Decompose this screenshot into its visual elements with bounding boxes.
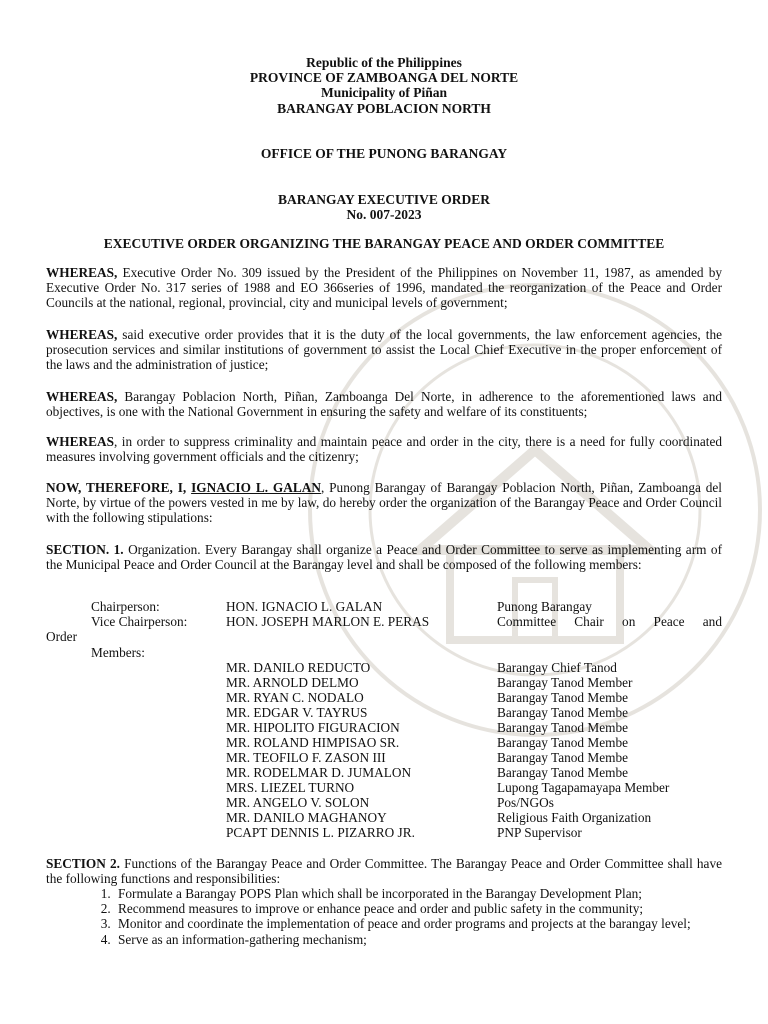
vice-chair-name: HON. JOSEPH MARLON E. PERAS <box>226 614 430 629</box>
members-label: Members: <box>91 645 145 660</box>
letterhead <box>0 55 768 116</box>
member-name: MR. ANGELO V. SOLON <box>226 795 370 810</box>
function-item: 3. Monitor and coordinate the implementation of peace and order programs and projects at the barangay level; <box>114 916 742 931</box>
letterhead-barangay: BARANGAY POBLACION NORTH <box>277 100 491 116</box>
letterhead-province: PROVINCE OF ZAMBOANGA DEL NORTE <box>249 70 519 86</box>
member-name: PCAPT DENNIS L. PIZARRO JR. <box>226 825 415 840</box>
punong-barangay-name: IGNACIO L. GALAN <box>191 480 321 495</box>
member-position: Barangay Tanod Membe <box>497 690 629 705</box>
member-name: MR. ROLAND HIMPISAO SR. <box>226 735 400 750</box>
vice-chair-position-wrap: Order <box>46 629 78 644</box>
now-therefore-clause <box>46 480 722 526</box>
member-position: PNP Supervisor <box>497 825 582 840</box>
whereas-text: Executive Order No. 309 issued by the President of the Philippines on November 11, 1987, as amended by Executive Order No. 317 series of 1988 and EO 366series of 1996, mandated the reorganization of the Peace and Order Councils at the national, regional, provincial, city and municipal levels of government; <box>46 265 722 311</box>
function-item: 4. Serve as an information-gathering mechanism; <box>114 932 742 947</box>
office-title: OFFICE OF THE PUNONG BARANGAY <box>260 146 508 161</box>
member-name: MRS. LIEZEL TURNO <box>226 780 355 795</box>
vice-chair-position-word: on <box>622 614 636 629</box>
member-name: MR. EDGAR V. TAYRUS <box>226 705 368 720</box>
order-title-block <box>0 192 768 222</box>
vice-chair-position-word: and <box>702 614 722 629</box>
whereas-lead: WHEREAS <box>46 434 114 449</box>
member-name: MR. RYAN C. NODALO <box>226 690 364 705</box>
whereas-clause-2 <box>46 327 722 373</box>
chair-role: Chairperson: <box>91 599 160 614</box>
order-number: No. 007-2023 <box>346 207 422 223</box>
vice-chair-role: Vice Chairperson: <box>91 614 188 629</box>
whereas-text: , in order to suppress criminality and maintain peace and order in the city, there is a need for fully coordinated measures involving government officials and the citizenry; <box>46 434 722 465</box>
vice-chair-position-word: Chair <box>574 614 604 629</box>
member-name: MR. HIPOLITO FIGURACION <box>226 720 400 735</box>
vice-chair-position <box>497 614 722 629</box>
section-1 <box>46 542 722 572</box>
member-name: MR. ARNOLD DELMO <box>226 675 359 690</box>
whereas-clause-1 <box>46 265 722 311</box>
whereas-text: said executive order provides that it is the duty of the local governments, the law enforcement agencies, the prosecution services and similar institutions of government to assist the Local Chief Executive in the proper enforcement of the laws and the administration of justice; <box>46 327 722 373</box>
member-name: MR. TEOFILO F. ZASON III <box>226 750 386 765</box>
vice-chair-position-word: Peace <box>653 614 685 629</box>
order-heading: EXECUTIVE ORDER ORGANIZING THE BARANGAY PEACE AND ORDER COMMITTEE <box>103 236 665 251</box>
member-position: Barangay Tanod Membe <box>497 735 629 750</box>
chair-position: Punong Barangay <box>497 599 592 614</box>
whereas-lead: WHEREAS, <box>46 389 118 404</box>
section-2 <box>46 856 722 886</box>
letterhead-municipality: Municipality of Piñan <box>320 85 447 101</box>
whereas-lead: WHEREAS, <box>46 327 118 342</box>
member-position: Barangay Tanod Membe <box>497 750 629 765</box>
vice-chair-position-word: Committee <box>497 614 557 629</box>
member-name: MR. DANILO MAGHANOY <box>226 810 387 825</box>
functions-list <box>94 886 742 947</box>
now-therefore-lead: NOW, THEREFORE, I, <box>46 480 187 495</box>
now-therefore-text: , Punong Barangay of Barangay Poblacion North, Piñan, Zamboanga del Norte, by virtue of the powers vested in me by law, do hereby order the organization of the Barangay Peace and Order Council with the following stipulations: <box>46 480 722 526</box>
member-name: MR. RODELMAR D. JUMALON <box>226 765 412 780</box>
member-position: Barangay Chief Tanod <box>497 660 617 675</box>
member-position: Barangay Tanod Membe <box>497 720 629 735</box>
section-2-text: Functions of the Barangay Peace and Order Committee. The Barangay Peace and Order Committee shall have the following functions and responsibilities: <box>46 856 722 887</box>
member-position: Religious Faith Organization <box>497 810 652 825</box>
order-title: BARANGAY EXECUTIVE ORDER <box>277 192 491 207</box>
member-position: Lupong Tagapamayapa Member <box>497 780 670 795</box>
whereas-lead: WHEREAS, <box>46 265 118 280</box>
whereas-clause-4 <box>46 434 722 464</box>
member-position: Barangay Tanod Membe <box>497 765 629 780</box>
section-1-text: Organization. Every Barangay shall organize a Peace and Order Committee to serve as implementing arm of the Municipal Peace and Order Council at the Barangay level and shall be composed of the following members: <box>46 542 722 573</box>
whereas-text: Barangay Poblacion North, Piñan, Zamboanga Del Norte, in adherence to the aforementioned laws and objectives, is one with the National Government in ensuring the safety and welfare of its constituents; <box>46 389 722 420</box>
member-position: Barangay Tanod Member <box>497 675 633 690</box>
section-1-lead: SECTION. 1. <box>46 542 124 557</box>
chair-name: HON. IGNACIO L. GALAN <box>226 599 383 614</box>
whereas-clause-3 <box>46 389 722 419</box>
member-name: MR. DANILO REDUCTO <box>226 660 371 675</box>
letterhead-country: Republic of the Philippines <box>306 55 462 70</box>
function-item: 2. Recommend measures to improve or enhance peace and order and public safety in the community; <box>114 901 742 916</box>
section-2-lead: SECTION 2. <box>46 856 120 871</box>
function-item: 1. Formulate a Barangay POPS Plan which shall be incorporated in the Barangay Development Plan; <box>114 886 742 901</box>
member-position: Barangay Tanod Membe <box>497 705 629 720</box>
member-position: Pos/NGOs <box>497 795 554 810</box>
